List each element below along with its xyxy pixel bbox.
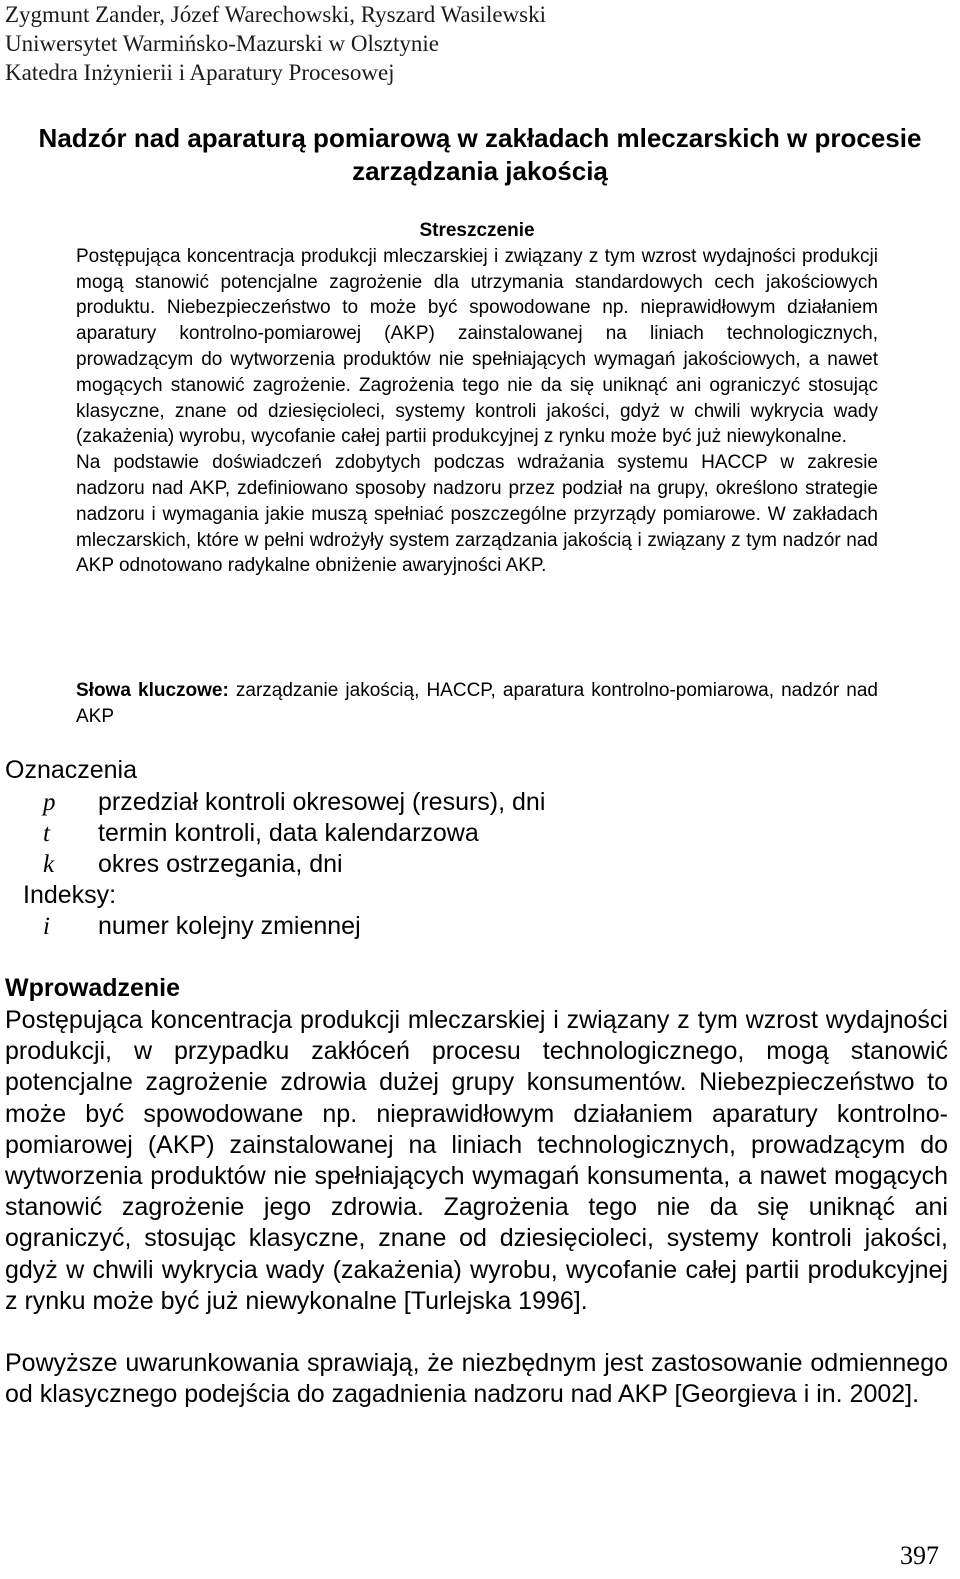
notation-row: [5, 818, 945, 849]
paper-title-line-2: zarządzania jakością: [352, 156, 608, 186]
introduction-heading: Wprowadzenie: [5, 974, 181, 1002]
introduction-paragraph-1: Postępująca koncentracja produkcji mleczarskiej i związany z tym wzrost wydajności produkcji, w przypadku zakłóceń procesu technologicznego, mogą stanowić potencjalne zagrożenie zdrowia dużej grupy konsumentów. Niebezpieczeństwo to może być spowodowane np. nieprawidłowym działaniem aparatury kontrolno-pomiarowej (AKP) zainstalowanej na liniach technologicznych, prowadzącym do wytworzenia produktów nie spełniających wymagań konsumenta, a nawet mogących stanowić zagrożenie jego zdrowia. Zagrożenia tego nie da się uniknąć ani ograniczyć, stosując klasyczne, znane od dziesięcioleci, systemy kontroli jakości, gdyż w chwili wykrycia wady (zakażenia) wyrobu, wycofanie całej partii produkcyjnej z rynku może być już niewykonalne [Turlejska 1996].: [5, 1006, 948, 1315]
abstract-heading: Streszczenie: [419, 220, 535, 241]
keywords: [76, 678, 878, 730]
notation-symbol: p: [43, 789, 56, 816]
author-affiliation: [5, 0, 546, 87]
keywords-label: Słowa kluczowe:: [76, 680, 229, 701]
indices-label: Indeksy:: [23, 881, 117, 909]
notation-description: okres ostrzegania, dni: [98, 850, 343, 878]
paper-title: [0, 122, 960, 188]
abstract-paragraph-2: Na podstawie doświadczeń zdobytych podczas wdrażania systemu HACCP w zakresie nadzoru nad AKP, zdefiniowano sposoby nadzoru przez podział na grupy, określono strategie nadzoru i wymagania jakie muszą spełniać poszczególne przyrządy pomiarowe. W zakładach mleczarskich, które w pełni wdrożyły system zarządzania jakością i związany z tym nadzór nad AKP odnotowano radykalne obniżenie awaryjności AKP.: [76, 452, 878, 577]
notation-symbol: i: [43, 913, 50, 940]
notation-description: przedział kontroli okresowej (resurs), dni: [98, 788, 546, 816]
notation-section: [5, 754, 945, 942]
notation-description: numer kolejny zmiennej: [98, 912, 361, 940]
indices-label-row: [5, 880, 945, 911]
notation-row: [5, 911, 945, 942]
page-number: 397: [900, 1541, 939, 1570]
paper-title-line-1: Nadzór nad aparaturą pomiarową w zakładach mleczarskich w procesie: [38, 123, 922, 153]
university: Uniwersytet Warmińsko-Mazurski w Olsztynie: [5, 31, 440, 56]
keywords-text: zarządzanie jakością, HACCP, aparatura kontrolno-pomiarowa, nadzór nad AKP: [76, 680, 878, 727]
notation-symbol: t: [43, 820, 50, 847]
notation-symbol: k: [43, 851, 55, 878]
department: Katedra Inżynierii i Aparatury Procesowej: [5, 60, 395, 85]
notation-description: termin kontroli, data kalendarzowa: [98, 819, 479, 847]
authors: Zygmunt Zander, Józef Warechowski, Ryszard Wasilewski: [5, 2, 546, 27]
notation-heading: Oznaczenia: [5, 756, 138, 784]
abstract-paragraph-1: Postępująca koncentracja produkcji mleczarskiej i związany z tym wzrost wydajności produkcji mogą stanowić potencjalne zagrożenie dla utrzymania standardowych cech jakościowych produktu. Niebezpieczeństwo to może być spowodowane np. nieprawidłowym działaniem aparatury kontrolno-pomiarowej (AKP) zainstalowanej na liniach technologicznych, prowadzącym do wytworzenia produktów nie spełniających wymagań jakościowych, a nawet mogących stanowić zagrożenie. Zagrożenia tego nie da się uniknąć ani ograniczyć stosując klasyczne, znane od dziesięcioleci, systemy kontroli jakości, gdyż w chwili wykrycia wady (zakażenia) wyrobu, wycofanie całej partii produkcyjnej z rynku może być już niewykonalne.: [76, 245, 878, 448]
introduction-paragraph-2: Powyższe uwarunkowania sprawiają, że niezbędnym jest zastosowanie odmiennego od klasycznego podejścia do zagadnienia nadzoru nad AKP [Georgieva i in. 2002].: [5, 1349, 948, 1409]
notation-row: [5, 787, 945, 818]
introduction-section: [5, 972, 948, 1410]
notation-row: [5, 849, 945, 880]
abstract-section: [76, 218, 878, 579]
